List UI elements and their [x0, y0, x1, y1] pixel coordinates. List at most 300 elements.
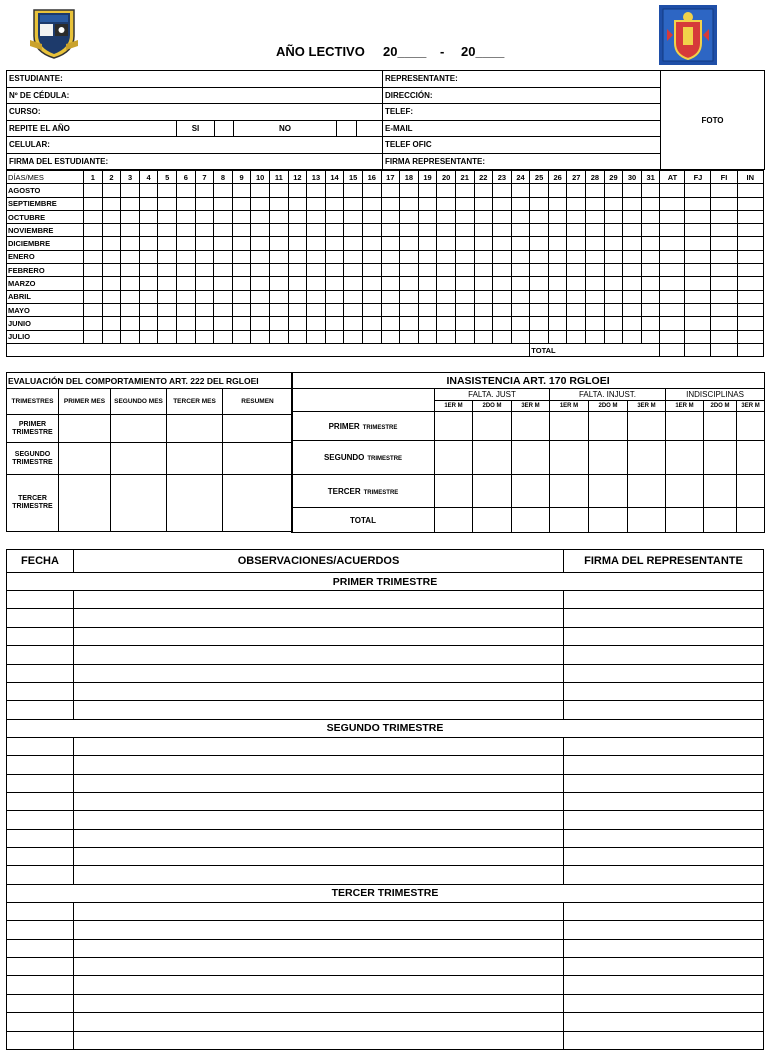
attendance-cell[interactable]	[325, 250, 344, 263]
observation-text-cell[interactable]	[74, 627, 564, 645]
attendance-cell[interactable]	[288, 210, 307, 223]
attendance-cell[interactable]	[325, 277, 344, 290]
attendance-cell[interactable]	[623, 264, 642, 277]
attendance-cell[interactable]	[102, 250, 121, 263]
attendance-cell[interactable]	[121, 237, 140, 250]
attendance-cell[interactable]	[641, 210, 660, 223]
attendance-cell[interactable]	[711, 317, 737, 330]
attendance-cell[interactable]	[362, 317, 381, 330]
attendance-cell[interactable]	[711, 330, 737, 343]
attendance-cell[interactable]	[325, 317, 344, 330]
attendance-cell[interactable]	[195, 330, 214, 343]
attendance-cell[interactable]	[84, 210, 103, 223]
attendance-cell[interactable]	[362, 237, 381, 250]
attendance-cell[interactable]	[214, 210, 233, 223]
attendance-cell[interactable]	[251, 237, 270, 250]
attendance-cell[interactable]	[511, 237, 530, 250]
attendance-cell[interactable]	[121, 330, 140, 343]
attendance-cell[interactable]	[711, 237, 737, 250]
attendance-cell[interactable]	[437, 290, 456, 303]
attendance-cell[interactable]	[418, 197, 437, 210]
attendance-cell[interactable]	[660, 264, 685, 277]
attendance-cell[interactable]	[567, 224, 586, 237]
attendance-cell[interactable]	[195, 197, 214, 210]
attendance-cell[interactable]	[232, 197, 251, 210]
observation-text-cell[interactable]	[74, 958, 564, 976]
attendance-cell[interactable]	[493, 250, 512, 263]
attendance-cell[interactable]	[288, 197, 307, 210]
observation-text-cell[interactable]	[74, 1013, 564, 1031]
attendance-cell[interactable]	[269, 184, 288, 197]
attendance-cell[interactable]	[685, 277, 711, 290]
attendance-cell[interactable]	[586, 303, 605, 316]
attendance-cell[interactable]	[660, 330, 685, 343]
attendance-cell[interactable]	[530, 250, 549, 263]
attendance-cell[interactable]	[325, 303, 344, 316]
attendance-cell[interactable]	[251, 303, 270, 316]
attendance-cell[interactable]	[288, 237, 307, 250]
attendance-cell[interactable]	[344, 277, 363, 290]
attendance-cell[interactable]	[177, 317, 196, 330]
attendance-cell[interactable]	[307, 224, 326, 237]
attendance-cell[interactable]	[437, 264, 456, 277]
absence-cell[interactable]	[704, 475, 737, 508]
observation-text-cell[interactable]	[74, 811, 564, 829]
attendance-cell[interactable]	[288, 277, 307, 290]
attendance-cell[interactable]	[269, 303, 288, 316]
observation-text-cell[interactable]	[74, 664, 564, 682]
attendance-cell[interactable]	[511, 184, 530, 197]
attendance-cell[interactable]	[121, 224, 140, 237]
attendance-cell[interactable]	[455, 184, 474, 197]
eval-cell[interactable]	[167, 415, 223, 443]
attendance-cell[interactable]	[344, 237, 363, 250]
attendance-cell[interactable]	[251, 330, 270, 343]
attendance-cell[interactable]	[511, 197, 530, 210]
attendance-cell[interactable]	[84, 317, 103, 330]
absence-cell[interactable]	[737, 441, 765, 475]
attendance-cell[interactable]	[232, 184, 251, 197]
attendance-cell[interactable]	[711, 210, 737, 223]
attendance-cell[interactable]	[139, 264, 158, 277]
attendance-cell[interactable]	[139, 250, 158, 263]
attendance-cell[interactable]	[269, 277, 288, 290]
observation-signature-cell[interactable]	[564, 682, 764, 700]
attendance-cell[interactable]	[288, 250, 307, 263]
attendance-cell[interactable]	[604, 303, 623, 316]
attendance-cell[interactable]	[381, 330, 400, 343]
attendance-cell[interactable]	[400, 264, 419, 277]
attendance-cell[interactable]	[102, 317, 121, 330]
attendance-cell[interactable]	[623, 237, 642, 250]
attendance-cell[interactable]	[214, 224, 233, 237]
absence-cell[interactable]	[550, 475, 589, 508]
attendance-cell[interactable]	[586, 277, 605, 290]
attendance-cell[interactable]	[344, 197, 363, 210]
attendance-cell[interactable]	[586, 197, 605, 210]
attendance-cell[interactable]	[139, 317, 158, 330]
total-cell[interactable]	[711, 343, 737, 356]
observation-date-cell[interactable]	[7, 609, 74, 627]
cellphone-field[interactable]: CELULAR:	[7, 137, 383, 154]
attendance-cell[interactable]	[474, 250, 493, 263]
representative-signature-field[interactable]: FIRMA REPRESENTANTE:	[383, 153, 661, 170]
attendance-cell[interactable]	[344, 330, 363, 343]
attendance-cell[interactable]	[269, 317, 288, 330]
attendance-cell[interactable]	[232, 224, 251, 237]
office-phone-field[interactable]: TELEF OFIC	[383, 137, 661, 154]
absence-cell[interactable]	[704, 441, 737, 475]
attendance-cell[interactable]	[567, 277, 586, 290]
absence-total-cell[interactable]	[435, 508, 473, 533]
attendance-cell[interactable]	[586, 250, 605, 263]
observation-date-cell[interactable]	[7, 792, 74, 810]
attendance-cell[interactable]	[269, 197, 288, 210]
attendance-cell[interactable]	[381, 264, 400, 277]
attendance-cell[interactable]	[685, 184, 711, 197]
attendance-cell[interactable]	[344, 317, 363, 330]
attendance-cell[interactable]	[437, 237, 456, 250]
attendance-cell[interactable]	[325, 197, 344, 210]
attendance-cell[interactable]	[437, 224, 456, 237]
observation-text-cell[interactable]	[74, 756, 564, 774]
attendance-cell[interactable]	[711, 303, 737, 316]
attendance-cell[interactable]	[400, 237, 419, 250]
attendance-cell[interactable]	[711, 277, 737, 290]
attendance-cell[interactable]	[381, 317, 400, 330]
total-cell[interactable]	[660, 343, 685, 356]
attendance-cell[interactable]	[121, 250, 140, 263]
attendance-cell[interactable]	[269, 210, 288, 223]
attendance-cell[interactable]	[269, 290, 288, 303]
absence-cell[interactable]	[589, 412, 628, 441]
eval-cell[interactable]	[111, 475, 167, 532]
attendance-cell[interactable]	[623, 224, 642, 237]
attendance-cell[interactable]	[511, 250, 530, 263]
attendance-cell[interactable]	[455, 303, 474, 316]
attendance-cell[interactable]	[567, 184, 586, 197]
attendance-cell[interactable]	[548, 224, 567, 237]
attendance-cell[interactable]	[400, 317, 419, 330]
attendance-cell[interactable]	[251, 317, 270, 330]
attendance-cell[interactable]	[455, 290, 474, 303]
attendance-cell[interactable]	[474, 277, 493, 290]
absence-cell[interactable]	[512, 475, 550, 508]
attendance-cell[interactable]	[474, 317, 493, 330]
attendance-cell[interactable]	[381, 303, 400, 316]
attendance-cell[interactable]	[455, 197, 474, 210]
attendance-cell[interactable]	[511, 210, 530, 223]
attendance-cell[interactable]	[685, 224, 711, 237]
attendance-cell[interactable]	[195, 224, 214, 237]
total-cell[interactable]	[685, 343, 711, 356]
observation-text-cell[interactable]	[74, 591, 564, 609]
attendance-cell[interactable]	[711, 264, 737, 277]
attendance-cell[interactable]	[660, 317, 685, 330]
attendance-cell[interactable]	[511, 290, 530, 303]
attendance-cell[interactable]	[418, 303, 437, 316]
attendance-cell[interactable]	[139, 210, 158, 223]
observation-text-cell[interactable]	[74, 737, 564, 755]
observation-date-cell[interactable]	[7, 646, 74, 664]
attendance-cell[interactable]	[214, 277, 233, 290]
attendance-cell[interactable]	[511, 264, 530, 277]
absence-cell[interactable]	[666, 475, 704, 508]
attendance-cell[interactable]	[84, 277, 103, 290]
attendance-cell[interactable]	[288, 184, 307, 197]
attendance-cell[interactable]	[437, 317, 456, 330]
attendance-cell[interactable]	[737, 210, 764, 223]
attendance-cell[interactable]	[269, 264, 288, 277]
attendance-cell[interactable]	[474, 184, 493, 197]
observation-date-cell[interactable]	[7, 1031, 74, 1049]
attendance-cell[interactable]	[121, 197, 140, 210]
absence-cell[interactable]	[704, 412, 737, 441]
attendance-cell[interactable]	[530, 264, 549, 277]
attendance-cell[interactable]	[567, 210, 586, 223]
attendance-cell[interactable]	[418, 210, 437, 223]
observation-date-cell[interactable]	[7, 756, 74, 774]
observation-date-cell[interactable]	[7, 591, 74, 609]
observation-text-cell[interactable]	[74, 866, 564, 884]
attendance-cell[interactable]	[493, 330, 512, 343]
attendance-cell[interactable]	[139, 184, 158, 197]
observation-signature-cell[interactable]	[564, 829, 764, 847]
attendance-cell[interactable]	[586, 237, 605, 250]
attendance-cell[interactable]	[344, 184, 363, 197]
attendance-cell[interactable]	[685, 264, 711, 277]
attendance-cell[interactable]	[623, 317, 642, 330]
attendance-cell[interactable]	[214, 330, 233, 343]
observation-text-cell[interactable]	[74, 994, 564, 1012]
attendance-cell[interactable]	[251, 290, 270, 303]
absence-total-cell[interactable]	[704, 508, 737, 533]
absence-total-cell[interactable]	[737, 508, 765, 533]
attendance-cell[interactable]	[84, 303, 103, 316]
attendance-cell[interactable]	[685, 303, 711, 316]
attendance-cell[interactable]	[214, 317, 233, 330]
attendance-cell[interactable]	[177, 197, 196, 210]
attendance-cell[interactable]	[641, 317, 660, 330]
attendance-cell[interactable]	[84, 184, 103, 197]
attendance-cell[interactable]	[455, 250, 474, 263]
attendance-cell[interactable]	[623, 250, 642, 263]
attendance-cell[interactable]	[214, 184, 233, 197]
attendance-cell[interactable]	[567, 250, 586, 263]
absence-total-cell[interactable]	[628, 508, 666, 533]
attendance-cell[interactable]	[604, 237, 623, 250]
observation-signature-cell[interactable]	[564, 902, 764, 920]
attendance-cell[interactable]	[641, 197, 660, 210]
absence-total-cell[interactable]	[589, 508, 628, 533]
attendance-cell[interactable]	[418, 184, 437, 197]
attendance-cell[interactable]	[139, 197, 158, 210]
attendance-cell[interactable]	[325, 264, 344, 277]
attendance-cell[interactable]	[586, 290, 605, 303]
observation-signature-cell[interactable]	[564, 737, 764, 755]
observation-date-cell[interactable]	[7, 737, 74, 755]
attendance-cell[interactable]	[623, 184, 642, 197]
attendance-cell[interactable]	[641, 303, 660, 316]
observation-signature-cell[interactable]	[564, 958, 764, 976]
observation-date-cell[interactable]	[7, 976, 74, 994]
attendance-cell[interactable]	[158, 303, 177, 316]
observation-date-cell[interactable]	[7, 902, 74, 920]
attendance-cell[interactable]	[269, 224, 288, 237]
attendance-cell[interactable]	[737, 330, 764, 343]
attendance-cell[interactable]	[641, 237, 660, 250]
attendance-cell[interactable]	[158, 210, 177, 223]
attendance-cell[interactable]	[474, 264, 493, 277]
attendance-cell[interactable]	[548, 290, 567, 303]
attendance-cell[interactable]	[437, 277, 456, 290]
repeat-no-box[interactable]	[337, 120, 357, 137]
attendance-cell[interactable]	[251, 210, 270, 223]
observation-text-cell[interactable]	[74, 609, 564, 627]
attendance-cell[interactable]	[177, 184, 196, 197]
absence-cell[interactable]	[435, 475, 473, 508]
absence-cell[interactable]	[512, 412, 550, 441]
attendance-cell[interactable]	[158, 277, 177, 290]
attendance-cell[interactable]	[455, 277, 474, 290]
attendance-cell[interactable]	[641, 290, 660, 303]
attendance-cell[interactable]	[121, 290, 140, 303]
observation-date-cell[interactable]	[7, 848, 74, 866]
attendance-cell[interactable]	[251, 250, 270, 263]
attendance-cell[interactable]	[604, 250, 623, 263]
attendance-cell[interactable]	[325, 237, 344, 250]
attendance-cell[interactable]	[195, 303, 214, 316]
attendance-cell[interactable]	[548, 184, 567, 197]
attendance-cell[interactable]	[660, 303, 685, 316]
attendance-cell[interactable]	[685, 330, 711, 343]
absence-cell[interactable]	[666, 441, 704, 475]
attendance-cell[interactable]	[158, 197, 177, 210]
attendance-cell[interactable]	[418, 277, 437, 290]
attendance-cell[interactable]	[195, 277, 214, 290]
attendance-cell[interactable]	[381, 277, 400, 290]
attendance-cell[interactable]	[493, 290, 512, 303]
attendance-cell[interactable]	[232, 317, 251, 330]
attendance-cell[interactable]	[623, 277, 642, 290]
attendance-cell[interactable]	[586, 184, 605, 197]
attendance-cell[interactable]	[288, 264, 307, 277]
attendance-cell[interactable]	[660, 197, 685, 210]
attendance-cell[interactable]	[84, 330, 103, 343]
attendance-cell[interactable]	[400, 197, 419, 210]
observation-date-cell[interactable]	[7, 994, 74, 1012]
attendance-cell[interactable]	[195, 210, 214, 223]
attendance-cell[interactable]	[139, 303, 158, 316]
attendance-cell[interactable]	[362, 303, 381, 316]
attendance-cell[interactable]	[251, 197, 270, 210]
attendance-cell[interactable]	[362, 290, 381, 303]
attendance-cell[interactable]	[685, 290, 711, 303]
attendance-cell[interactable]	[567, 317, 586, 330]
eval-cell[interactable]	[59, 475, 111, 532]
observation-signature-cell[interactable]	[564, 591, 764, 609]
attendance-cell[interactable]	[307, 277, 326, 290]
attendance-cell[interactable]	[623, 303, 642, 316]
attendance-cell[interactable]	[474, 197, 493, 210]
attendance-cell[interactable]	[474, 330, 493, 343]
student-name-field[interactable]: ESTUDIANTE:	[7, 71, 383, 88]
attendance-cell[interactable]	[400, 210, 419, 223]
attendance-cell[interactable]	[511, 303, 530, 316]
attendance-cell[interactable]	[437, 330, 456, 343]
attendance-cell[interactable]	[307, 264, 326, 277]
attendance-cell[interactable]	[362, 264, 381, 277]
id-number-field[interactable]: Nº DE CÉDULA:	[7, 87, 383, 104]
attendance-cell[interactable]	[641, 277, 660, 290]
observation-signature-cell[interactable]	[564, 774, 764, 792]
attendance-cell[interactable]	[660, 290, 685, 303]
attendance-cell[interactable]	[344, 210, 363, 223]
attendance-cell[interactable]	[214, 197, 233, 210]
absence-cell[interactable]	[512, 441, 550, 475]
absence-total-cell[interactable]	[666, 508, 704, 533]
attendance-cell[interactable]	[474, 210, 493, 223]
total-cell[interactable]	[737, 343, 764, 356]
attendance-cell[interactable]	[604, 197, 623, 210]
attendance-cell[interactable]	[604, 224, 623, 237]
attendance-cell[interactable]	[288, 290, 307, 303]
attendance-cell[interactable]	[195, 317, 214, 330]
eval-cell[interactable]	[167, 443, 223, 475]
absence-cell[interactable]	[473, 475, 512, 508]
attendance-cell[interactable]	[177, 330, 196, 343]
observation-signature-cell[interactable]	[564, 792, 764, 810]
attendance-cell[interactable]	[307, 197, 326, 210]
absence-cell[interactable]	[550, 441, 589, 475]
absence-cell[interactable]	[628, 441, 666, 475]
attendance-cell[interactable]	[307, 303, 326, 316]
email-field[interactable]: E-MAIL	[383, 120, 661, 137]
attendance-cell[interactable]	[232, 264, 251, 277]
attendance-cell[interactable]	[511, 317, 530, 330]
attendance-cell[interactable]	[84, 290, 103, 303]
attendance-cell[interactable]	[325, 210, 344, 223]
observation-text-cell[interactable]	[74, 682, 564, 700]
attendance-cell[interactable]	[381, 237, 400, 250]
attendance-cell[interactable]	[362, 277, 381, 290]
absence-cell[interactable]	[589, 475, 628, 508]
attendance-cell[interactable]	[660, 224, 685, 237]
attendance-cell[interactable]	[251, 184, 270, 197]
attendance-cell[interactable]	[139, 277, 158, 290]
attendance-cell[interactable]	[604, 184, 623, 197]
attendance-cell[interactable]	[737, 264, 764, 277]
observation-date-cell[interactable]	[7, 774, 74, 792]
absence-cell[interactable]	[435, 441, 473, 475]
attendance-cell[interactable]	[84, 264, 103, 277]
attendance-cell[interactable]	[121, 210, 140, 223]
attendance-cell[interactable]	[251, 224, 270, 237]
attendance-cell[interactable]	[381, 210, 400, 223]
attendance-cell[interactable]	[737, 290, 764, 303]
observation-date-cell[interactable]	[7, 682, 74, 700]
attendance-cell[interactable]	[623, 330, 642, 343]
attendance-cell[interactable]	[214, 237, 233, 250]
representative-field[interactable]: REPRESENTANTE:	[383, 71, 661, 88]
attendance-cell[interactable]	[455, 224, 474, 237]
attendance-cell[interactable]	[493, 237, 512, 250]
attendance-cell[interactable]	[121, 317, 140, 330]
attendance-cell[interactable]	[139, 290, 158, 303]
observation-date-cell[interactable]	[7, 829, 74, 847]
attendance-cell[interactable]	[493, 224, 512, 237]
attendance-cell[interactable]	[84, 197, 103, 210]
